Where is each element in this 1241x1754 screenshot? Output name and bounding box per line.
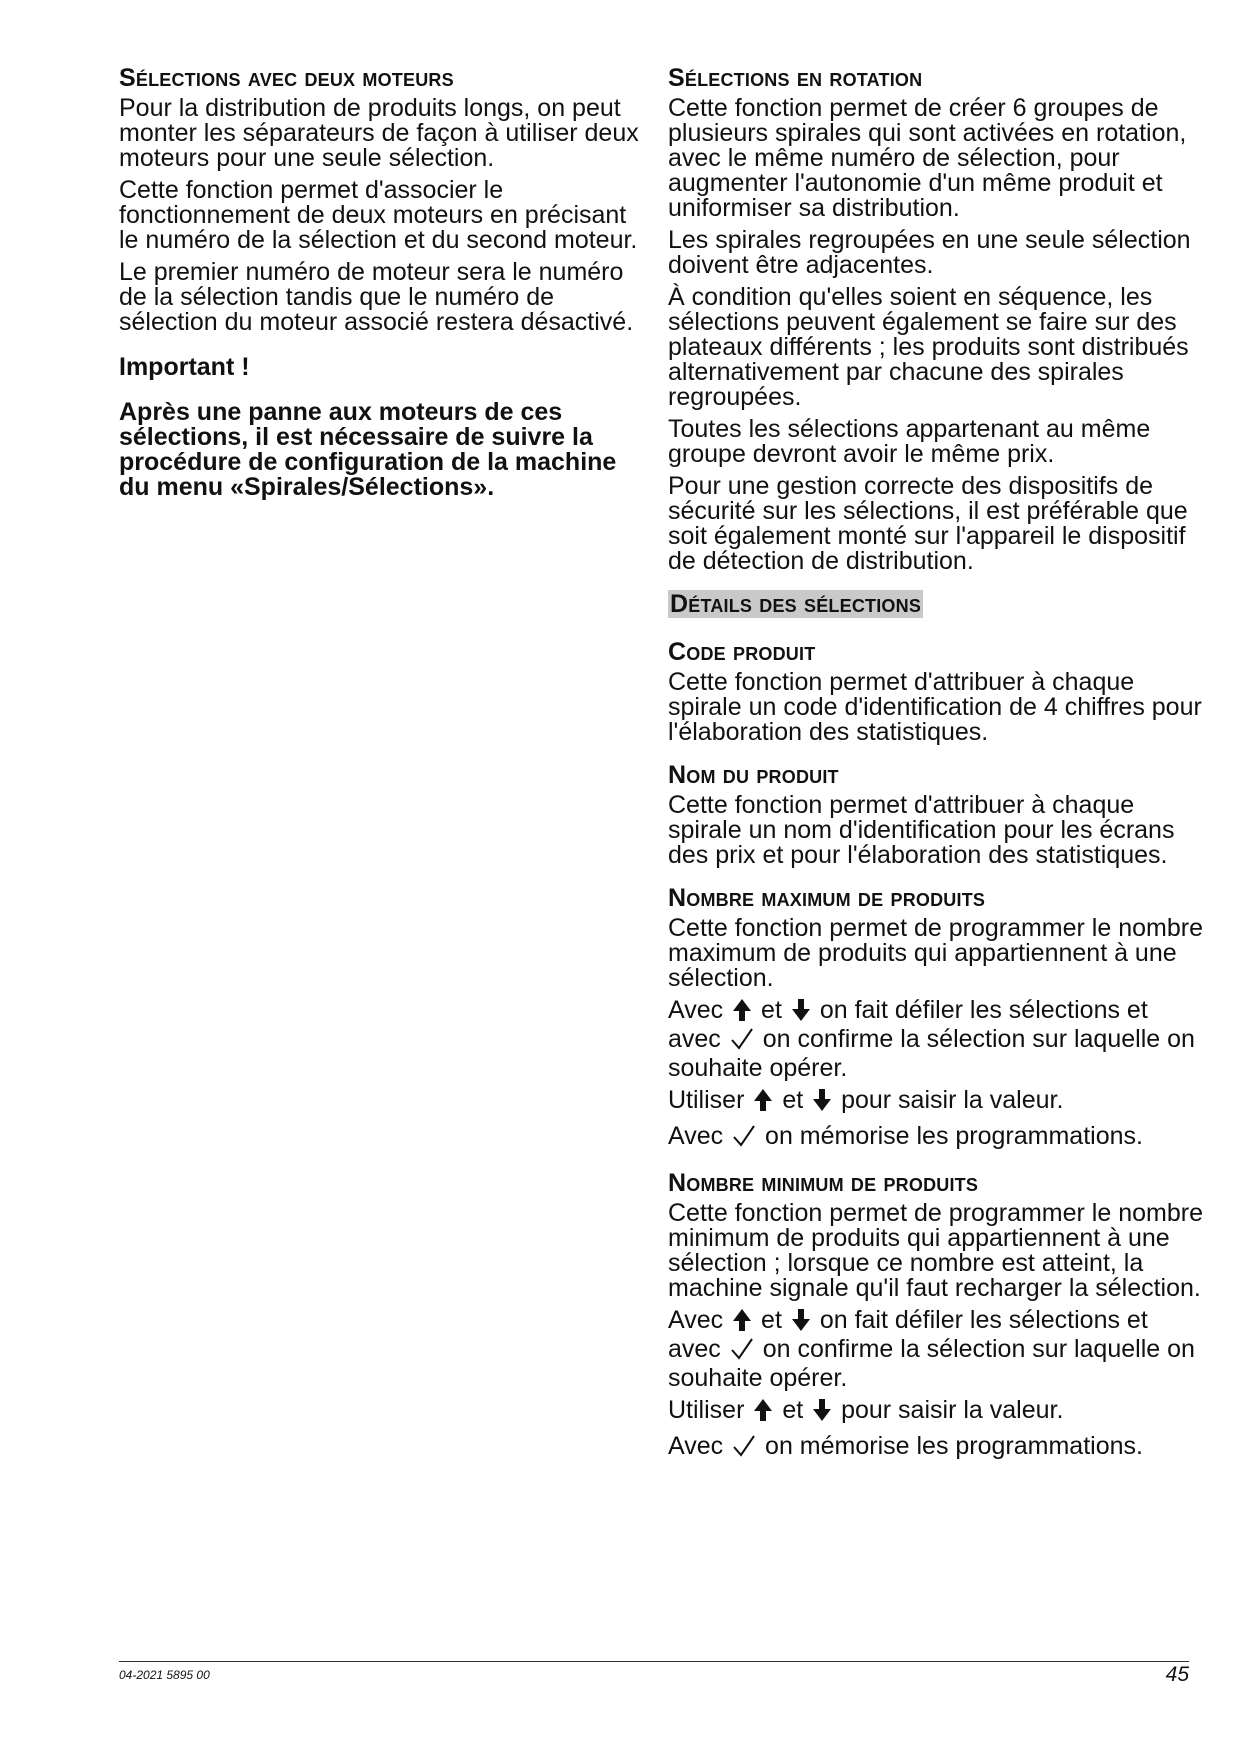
arrow-up-icon <box>753 1398 773 1427</box>
left-column <box>119 64 642 516</box>
checkmark-icon <box>730 1337 754 1366</box>
section-max-products <box>668 884 1203 1153</box>
text: et <box>782 1086 804 1114</box>
section-product-name <box>668 761 1203 868</box>
section-min-products <box>668 1169 1203 1463</box>
paragraph: Le premier numéro de moteur sera le numéro de la sélection tandis que le numéro de sélection du moteur associé restera désactivé. <box>119 258 634 336</box>
arrow-down-icon <box>791 1308 811 1337</box>
text: on confirme la sélection sur laquelle on souhaite opérer. <box>668 1025 1195 1082</box>
text: Utiliser <box>668 1086 745 1114</box>
arrow-up-icon <box>732 998 752 1027</box>
paragraph: Cette fonction permet d'associer le fonctionnement de deux moteurs en précisant le numéro de la sélection et du second moteur. <box>119 176 638 254</box>
page-number: 45 <box>1165 1663 1189 1686</box>
important-warning: Après une panne aux moteurs de ces sélections, il est nécessaire de suivre la procédure de configuration de la machine du menu «Spirales/Sélections». <box>119 398 617 501</box>
paragraph: Cette fonction permet de programmer le nombre minimum de produits qui appartiennent à une sélection ; lorsque ce nombre est atteint, la machine signale qu'il faut recharger la sélection. <box>668 1199 1203 1302</box>
text: et <box>782 1396 804 1424</box>
checkmark-icon <box>732 1434 756 1463</box>
text: pour saisir la valeur. <box>841 1086 1064 1114</box>
footer-divider <box>119 1661 1189 1662</box>
arrow-up-icon <box>732 1308 752 1337</box>
text: Avec <box>668 1122 724 1150</box>
text: avec <box>668 1335 721 1363</box>
text: on mémorise les programmations. <box>765 1122 1143 1150</box>
text: on fait défiler les sélections et <box>819 996 1148 1024</box>
section-product-code <box>668 638 1203 745</box>
section-heading: Code produit <box>668 638 816 666</box>
text: on mémorise les programmations. <box>765 1432 1143 1460</box>
paragraph: Les spirales regroupées en une seule sélection doivent être adjacentes. <box>668 226 1191 279</box>
arrow-down-icon <box>812 1398 832 1427</box>
text: et <box>761 1306 782 1334</box>
text: on fait défiler les sélections et <box>819 1306 1148 1334</box>
section-heading: Nombre minimum de produits <box>668 1169 979 1197</box>
paragraph: À condition qu'elles soient en séquence, les sélections peuvent également se faire sur des plateaux différents ; les produits sont distribués alternativement par chacune des spirales regroupées. <box>668 283 1189 411</box>
section-rotation <box>668 64 1203 574</box>
section-heading: Sélections en rotation <box>668 64 923 92</box>
text: pour saisir la valeur. <box>841 1396 1064 1424</box>
checkmark-icon <box>730 1027 754 1056</box>
section-heading: Nom du produit <box>668 761 839 789</box>
paragraph: Cette fonction permet d'attribuer à chaque spirale un code d'identification de 4 chiffres pour l'élaboration des statistiques. <box>668 668 1202 746</box>
arrow-down-icon <box>812 1088 832 1117</box>
value-instruction <box>668 1398 1203 1427</box>
paragraph: Cette fonction permet de créer 6 groupes de plusieurs spirales qui sont activées en rotation, avec le même numéro de sélection, pour augmenter l'autonomie d'un même produit et uniformiser sa distribution. <box>668 94 1187 222</box>
navigation-instruction <box>668 1308 1203 1391</box>
text: Avec <box>668 1432 724 1460</box>
paragraph: Cette fonction permet d'attribuer à chaque spirale un nom d'identification pour les écrans des prix et pour l'élaboration des statistiques. <box>668 791 1175 869</box>
paragraph: Cette fonction permet de programmer le nombre maximum de produits qui appartiennent à une sélection. <box>668 914 1203 992</box>
paragraph: Pour la distribution de produits longs, on peut monter les séparateurs de façon à utiliser deux moteurs pour une seule sélection. <box>119 94 639 172</box>
text: on confirme la sélection sur laquelle on souhaite opérer. <box>668 1335 1195 1392</box>
important-label: Important ! <box>119 353 250 381</box>
text: Avec <box>668 996 724 1024</box>
text: et <box>761 996 782 1024</box>
arrow-up-icon <box>753 1088 773 1117</box>
paragraph: Pour une gestion correcte des dispositifs de sécurité sur les sélections, il est préférable que soit également monté sur l'appareil le dispositif de détection de distribution. <box>668 472 1188 575</box>
paragraph: Toutes les sélections appartenant au même groupe devront avoir le même prix. <box>668 415 1151 468</box>
save-instruction <box>668 1124 1203 1153</box>
section-heading: Sélections avec deux moteurs <box>119 64 454 92</box>
section-details <box>668 590 1203 622</box>
arrow-down-icon <box>791 998 811 1027</box>
save-instruction <box>668 1434 1203 1463</box>
document-code: 04-2021 5895 00 <box>119 1668 210 1682</box>
chapter-heading: Détails des sélections <box>670 590 922 618</box>
text: Utiliser <box>668 1396 745 1424</box>
text: Avec <box>668 1306 724 1334</box>
navigation-instruction <box>668 998 1203 1081</box>
right-column <box>668 64 1203 1479</box>
section-two-motors <box>119 64 642 500</box>
section-heading: Nombre maximum de produits <box>668 884 986 912</box>
checkmark-icon <box>732 1124 756 1153</box>
text: avec <box>668 1025 721 1053</box>
value-instruction <box>668 1088 1203 1117</box>
